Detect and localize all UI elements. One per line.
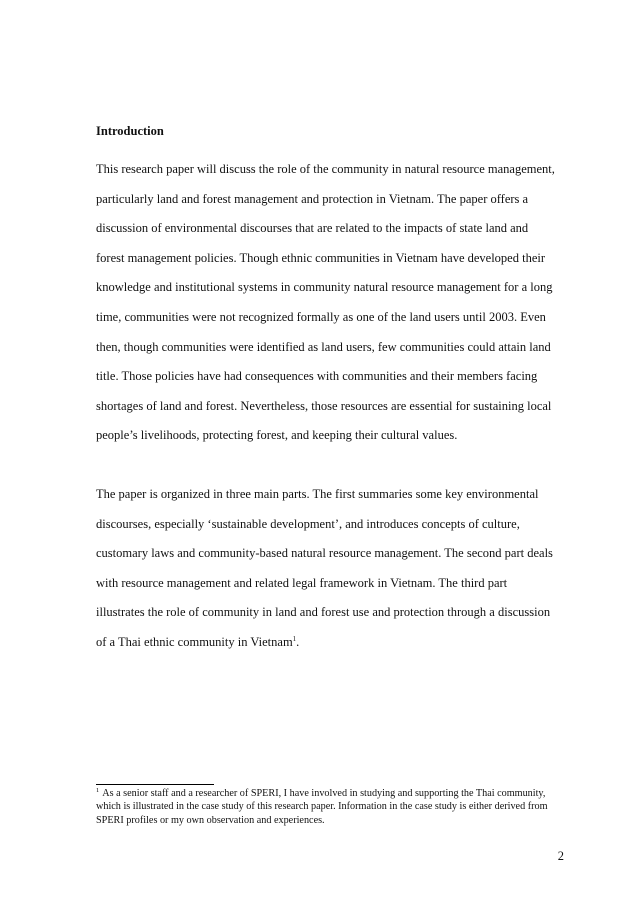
- footnote-divider: [96, 784, 214, 785]
- footnote-marker: 1: [96, 786, 100, 794]
- paragraph-structure: [96, 480, 558, 658]
- page-number: 2: [557, 849, 564, 863]
- section-heading: Introduction: [96, 124, 164, 138]
- footnote-reference: 1: [292, 634, 297, 643]
- body-content: [96, 122, 558, 658]
- paragraph-intro: This research paper will discuss the role of the community in natural resource management, particularly land and forest management and protection in Vietnam. The paper offers a discussion of environmental discourses that are related to the impacts of state land and forest management policies. Though ethnic communities in Vietnam have developed their knowledge and institutional systems in community natural resource management for a long time, communities were not recognized formally as one of the land users until 2003. Even then, though communities were identified as land users, few communities could attain land title. Those policies have had consequences with communities and their members facing shortages of land and forest. Nevertheless, those resources are essential for sustaining local people’s livelihoods, protecting forest, and keeping their cultural values.: [96, 162, 555, 443]
- footnote: [96, 787, 558, 827]
- paragraph-structure-text: The paper is organized in three main parts. The first summaries some key environmental discourses, especially ‘sustainable development’, and introduces concepts of culture, customary laws and community-based natural resource management. The second part deals with resource management and related legal framework in Vietnam. The third part illustrates the role of community in land and forest use and protection through a discussion of a Thai ethnic community in Vietnam: [96, 486, 553, 649]
- footnote-text: As a senior staff and a researcher of SPERI, I have involved in studying and supporting the Thai community, which is illustrated in the case study of this research paper. Information in the case study is either derived from SPERI profiles or my own observation and experiences.: [96, 788, 548, 826]
- paragraph-structure-end: .: [296, 634, 300, 649]
